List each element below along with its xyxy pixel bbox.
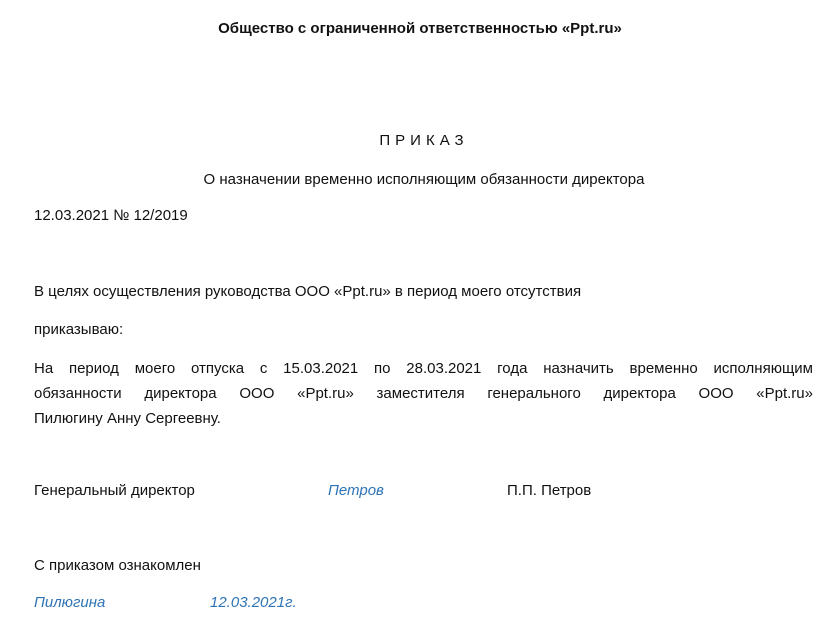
order-title: ПРИКАЗ xyxy=(379,132,469,149)
order-command: приказываю: xyxy=(34,321,124,338)
organization-title: Общество с ограниченной ответственностью «Ppt.ru» xyxy=(218,20,622,37)
acknowledgement-label: С приказом ознакомлен xyxy=(34,557,201,574)
acknowledgement-date: 12.03.2021г. xyxy=(210,594,297,611)
paragraph-line: На период моего отпуска с 15.03.2021 по 28.03.2021 года назначить временно исполняющим xyxy=(34,360,813,377)
order-subject: О назначении временно исполняющим обязанности директора xyxy=(203,171,645,188)
director-handwritten-signature: Петров xyxy=(328,482,384,499)
order-body-paragraph xyxy=(34,356,813,431)
signatory-role: Генеральный директор xyxy=(34,482,195,499)
order-preamble: В целях осуществления руководства ООО «Ppt.ru» в период моего отсутствия xyxy=(34,283,582,300)
paragraph-line: обязанности директора ООО «Ppt.ru» заместителя генерального директора ООО «Ppt.ru» xyxy=(34,385,813,402)
signatory-name: П.П. Петров xyxy=(507,482,592,499)
paragraph-line: Пилюгину Анну Сергеевну. xyxy=(34,410,221,427)
employee-handwritten-signature: Пилюгина xyxy=(34,594,106,611)
order-date-number: 12.03.2021 № 12/2019 xyxy=(34,207,188,224)
